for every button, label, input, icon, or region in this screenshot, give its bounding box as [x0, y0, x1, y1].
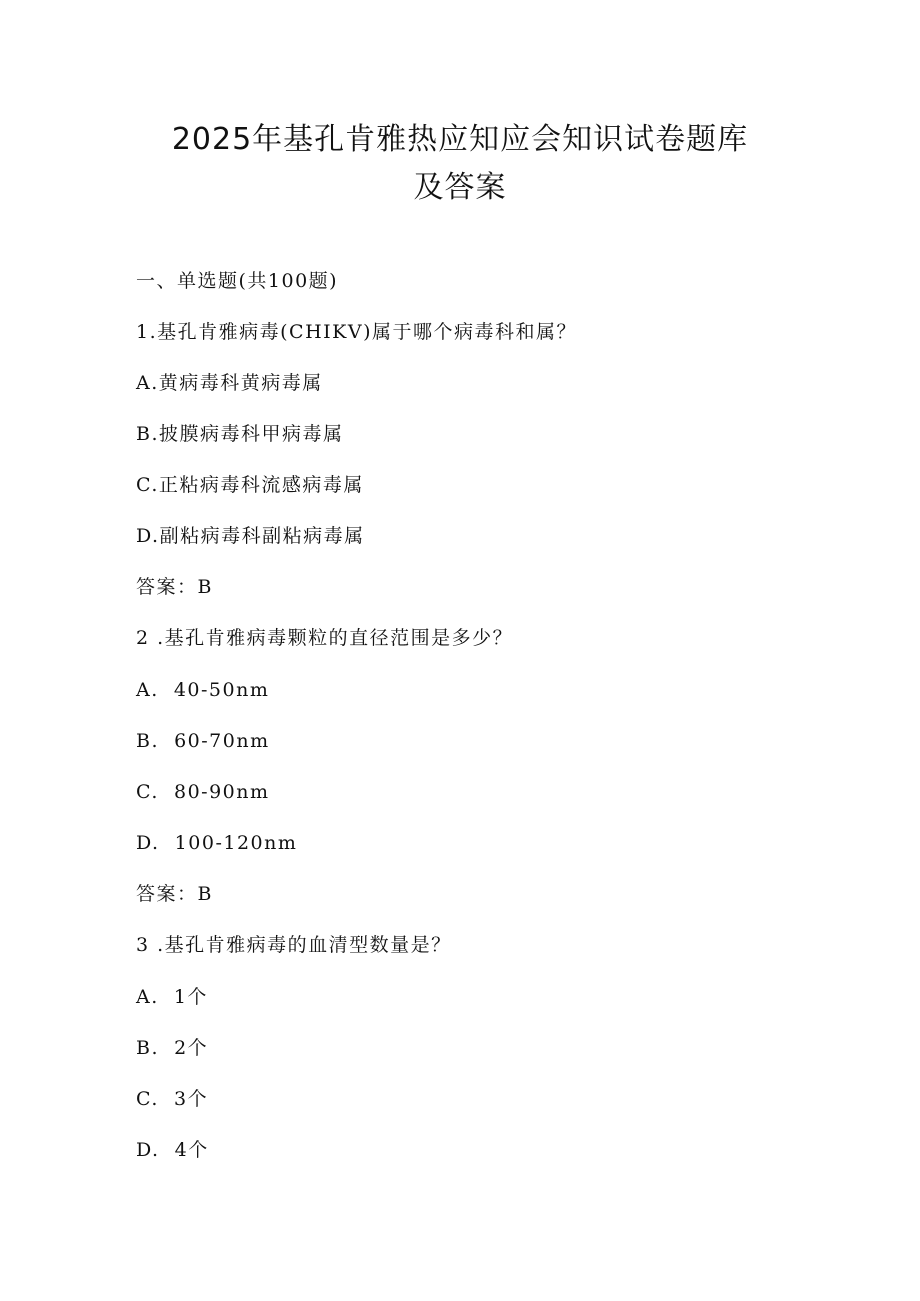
question-3-option-d: D. 4个 [136, 1139, 209, 1161]
question-2-option-b: B. 60-70nm [136, 730, 270, 752]
question-2-answer: 答案：B [136, 883, 213, 905]
section-heading: 一、单选题(共100题) [136, 270, 339, 292]
question-3-option-c: C. 3个 [136, 1088, 209, 1110]
question-1-option-c: C.正粘病毒科流感病毒属 [136, 474, 364, 496]
document-title-line-1: 2025年基孔肯雅热应知应会知识试卷题库 [171, 122, 749, 157]
question-3-stem: 3 .基孔肯雅病毒的血清型数量是？ [136, 934, 452, 956]
question-1-option-b: B.披膜病毒科甲病毒属 [136, 423, 344, 445]
question-1-option-a: A.黄病毒科黄病毒属 [136, 372, 323, 394]
document-title-line-2: 及答案 [413, 170, 507, 205]
question-2-option-a: A. 40-50nm [136, 679, 270, 701]
question-3-option-a: A. 1个 [136, 986, 208, 1008]
question-1-option-d: D.副粘病毒科副粘病毒属 [136, 525, 365, 547]
question-1-answer: 答案：B [136, 576, 213, 598]
question-2-stem: 2 .基孔肯雅病毒颗粒的直径范围是多少？ [136, 627, 514, 649]
question-2-option-c: C. 80-90nm [136, 781, 270, 803]
question-3-option-b: B. 2个 [136, 1037, 209, 1059]
question-2-option-d: D. 100-120nm [136, 832, 298, 854]
question-1-stem: 1.基孔肯雅病毒(CHIKV)属于哪个病毒科和属？ [136, 321, 577, 343]
